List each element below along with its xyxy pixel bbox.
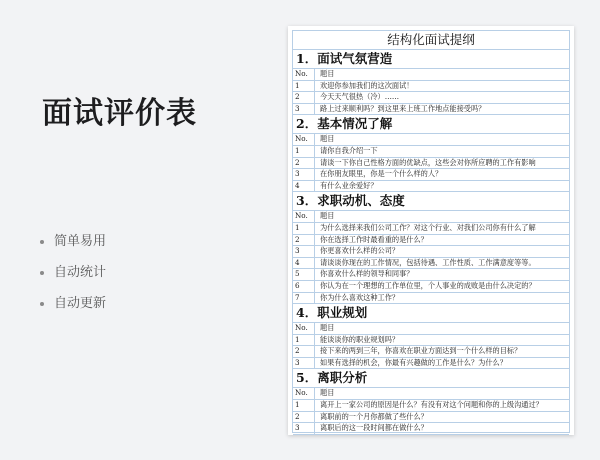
feature-label: 自动统计 xyxy=(54,265,107,280)
table-row xyxy=(293,181,569,193)
section-title: 4．职业规划 xyxy=(293,304,569,323)
row-no: 1 xyxy=(293,146,315,157)
row-question: 你认为在一个理想的工作单位里，个人事业的成败是由什么决定的？ xyxy=(320,280,536,290)
table-header-row xyxy=(293,388,569,400)
document-table xyxy=(292,30,570,433)
row-question: 离职前的一个月你都做了些什么？ xyxy=(320,411,428,421)
row-no: 3 xyxy=(293,358,315,369)
row-no: 3 xyxy=(293,246,315,257)
row-question: 欢迎你参加我们的这次面试！ xyxy=(320,80,414,90)
feature-label: 简单易用 xyxy=(54,234,107,249)
row-no: 2 xyxy=(293,158,315,169)
table-header-row xyxy=(293,134,569,146)
header-no: No. xyxy=(293,323,315,334)
row-question: 有什么业余爱好？ xyxy=(320,180,378,190)
row-no: 2 xyxy=(293,92,315,103)
table-row xyxy=(293,423,569,435)
table-row xyxy=(293,335,569,347)
table-row xyxy=(293,104,569,116)
table-header-row xyxy=(293,211,569,223)
row-no: 1 xyxy=(293,335,315,346)
table-row xyxy=(293,400,569,412)
row-no: 2 xyxy=(293,346,315,357)
table-row xyxy=(293,269,569,281)
table-header-row xyxy=(293,69,569,81)
bullet-dot-icon xyxy=(40,271,44,275)
table-row xyxy=(293,223,569,235)
table-row xyxy=(293,246,569,258)
table-row xyxy=(293,293,569,305)
bullet-dot-icon xyxy=(40,240,44,244)
header-no: No. xyxy=(293,69,315,80)
row-question: 为什么选择来我们公司工作？对这个行业、对我们公司你有什么了解 xyxy=(320,222,536,232)
row-no: 3 xyxy=(293,169,315,180)
row-question: 你为什么喜欢这种工作？ xyxy=(320,292,400,302)
row-no: 3 xyxy=(293,104,315,115)
header-question: 题目 xyxy=(320,388,335,398)
header-no: No. xyxy=(293,134,315,145)
row-question: 如果有选择的机会，你最有兴趣做的工作是什么？为什么？ xyxy=(320,357,507,367)
table-row xyxy=(293,412,569,424)
header-question: 题目 xyxy=(320,134,335,144)
feature-list xyxy=(40,232,106,325)
row-question: 能谈谈你的职业规划吗？ xyxy=(320,334,400,344)
row-no: 3 xyxy=(293,423,315,434)
header-question: 题目 xyxy=(320,211,335,221)
row-question: 离职后的这一段时间都在做什么？ xyxy=(320,423,428,433)
row-question: 在你朋友眼里，你是一个什么样的人？ xyxy=(320,169,443,179)
row-question: 今天天气很热（冷）…… xyxy=(320,92,400,102)
section-title: 1．面试气氛营造 xyxy=(293,50,569,69)
row-no: 1 xyxy=(293,81,315,92)
slide-left-panel xyxy=(0,0,285,460)
row-question: 接下来的两到三年，你喜欢在职业方面达到一个什么样的目标？ xyxy=(320,346,522,356)
feature-item xyxy=(40,263,106,294)
row-question: 请谈谈你现在的工作情况，包括待遇、工作性质、工作满意度等等。 xyxy=(320,257,536,267)
row-no: 7 xyxy=(293,293,315,304)
table-row xyxy=(293,81,569,93)
row-question: 请谈一下你自己性格方面的优缺点，这些会对你所应聘的工作有影响 xyxy=(320,157,536,167)
row-no: 2 xyxy=(293,235,315,246)
header-no: No. xyxy=(293,211,315,222)
table-row xyxy=(293,169,569,181)
slide-title: 面试评价表 xyxy=(42,96,197,131)
document-title: 结构化面试提纲 xyxy=(293,31,569,50)
row-no: 2 xyxy=(293,412,315,423)
document-preview xyxy=(288,26,574,435)
header-question: 题目 xyxy=(320,323,335,333)
section-title: 3．求职动机、态度 xyxy=(293,192,569,211)
header-no: No. xyxy=(293,388,315,399)
table-row xyxy=(293,346,569,358)
header-question: 题目 xyxy=(320,69,335,78)
row-no: 1 xyxy=(293,223,315,234)
row-no: 5 xyxy=(293,269,315,280)
row-no: 4 xyxy=(293,181,315,192)
table-row xyxy=(293,358,569,370)
table-row xyxy=(293,258,569,270)
section-title: 2．基本情况了解 xyxy=(293,115,569,134)
table-row xyxy=(293,146,569,158)
table-row xyxy=(293,158,569,170)
table-row xyxy=(293,235,569,247)
table-row xyxy=(293,92,569,104)
row-question: 请你自我介绍一下 xyxy=(320,145,378,155)
section-title: 5．离职分析 xyxy=(293,369,569,388)
row-question: 离开上一家公司的原因是什么？有没有对这个问题和你的上级沟通过？ xyxy=(320,400,543,410)
feature-label: 自动更新 xyxy=(54,296,107,311)
row-question: 路上过来顺利吗？到这里来上班工作地点能接受吗？ xyxy=(320,103,486,113)
feature-item xyxy=(40,294,106,325)
row-question: 你在选择工作时最看重的是什么？ xyxy=(320,234,428,244)
row-question: 你喜欢什么样的领导和同事？ xyxy=(320,269,414,279)
table-row xyxy=(293,281,569,293)
row-question: 你更喜欢什么样的公司？ xyxy=(320,246,400,256)
row-no: 1 xyxy=(293,400,315,411)
row-no: 4 xyxy=(293,258,315,269)
bullet-dot-icon xyxy=(40,302,44,306)
feature-item xyxy=(40,232,106,263)
row-no: 6 xyxy=(293,281,315,292)
table-header-row xyxy=(293,323,569,335)
